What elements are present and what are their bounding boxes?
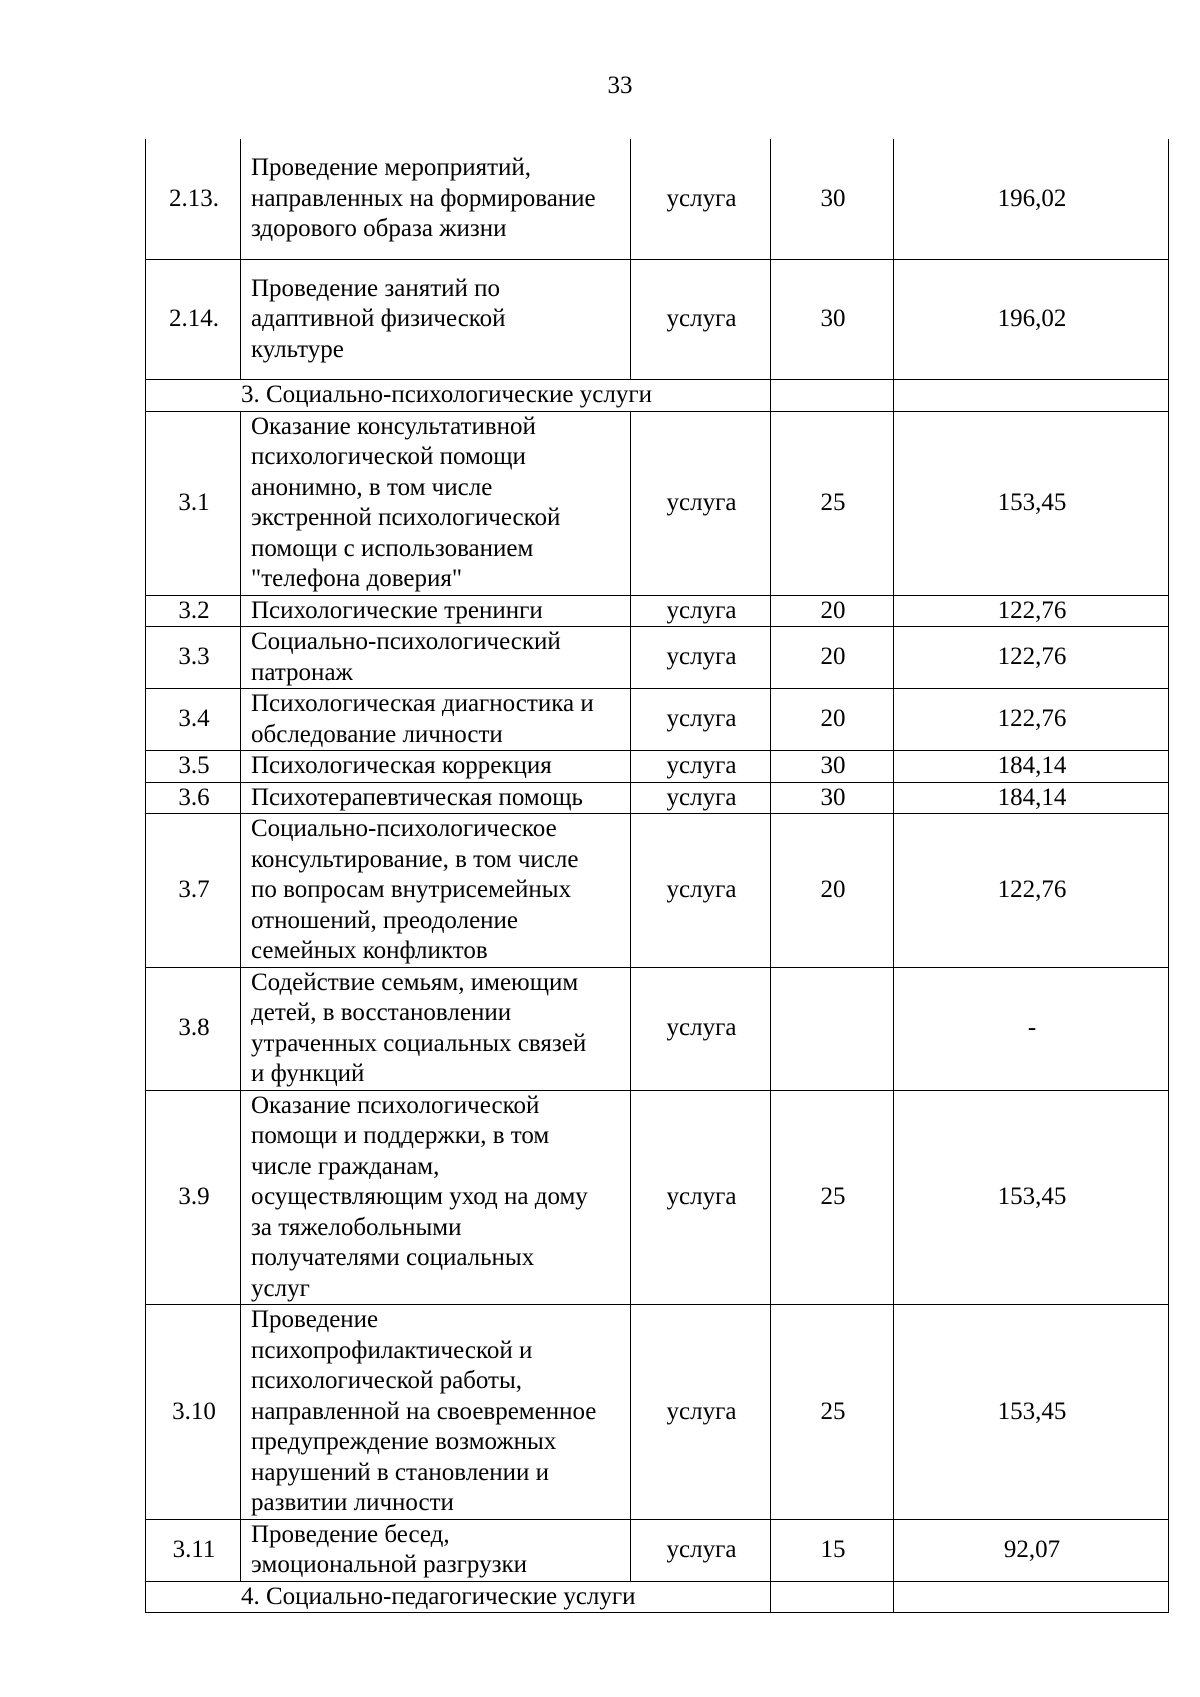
row-number: 3.6 — [146, 782, 241, 814]
service-name-line: за тяжелобольными — [251, 1213, 462, 1241]
service-name-line: нарушений в становлении и — [251, 1458, 550, 1486]
table-row — [146, 751, 1169, 783]
service-price: 153,45 — [894, 1090, 1169, 1305]
table-row — [146, 814, 1169, 968]
section-price-cell — [894, 380, 1169, 412]
service-name — [241, 967, 631, 1090]
row-number: 3.9 — [146, 1090, 241, 1305]
service-name-line: Содействие семьям, имеющим — [251, 968, 579, 996]
table-row — [146, 411, 1169, 595]
service-unit: услуга — [631, 1519, 771, 1581]
service-price: 122,76 — [894, 627, 1169, 689]
service-time: 25 — [771, 1090, 894, 1305]
service-name-line: и функций — [251, 1060, 365, 1087]
table-row — [146, 259, 1169, 380]
service-name-line: помощи и поддержки, в том — [251, 1122, 550, 1149]
service-name-line: Оказание психологической — [251, 1091, 540, 1119]
service-time: 25 — [771, 1305, 894, 1520]
service-unit: услуга — [631, 751, 771, 783]
service-name-line: развитии личности — [251, 1489, 454, 1516]
section-time-cell — [771, 380, 894, 412]
row-number: 2.14. — [146, 259, 241, 380]
table-row — [146, 1090, 1169, 1305]
service-name-line: утраченных социальных связей — [251, 1029, 587, 1057]
services-table-body — [146, 139, 1169, 1613]
row-number: 3.1 — [146, 411, 241, 595]
service-name-line: семейных конфликтов — [251, 937, 488, 964]
service-unit: услуга — [631, 139, 771, 259]
table-row — [146, 1305, 1169, 1520]
service-name — [241, 259, 631, 380]
service-time: 20 — [771, 689, 894, 751]
service-name-line: направленных на формирование — [251, 184, 596, 212]
row-number: 3.3 — [146, 627, 241, 689]
service-name-line: экстренной психологической — [251, 504, 561, 531]
service-name-line: Психологические тренинги — [251, 596, 543, 624]
service-name — [241, 1305, 631, 1520]
service-time: 25 — [771, 411, 894, 595]
service-name-line: предупреждение возможных — [251, 1428, 557, 1455]
table-row — [146, 139, 1169, 259]
service-name-line: "телефона доверия" — [251, 565, 463, 592]
row-number: 3.4 — [146, 689, 241, 751]
service-name-line: числе гражданам, — [251, 1152, 440, 1180]
service-name-line: помощи с использованием — [251, 534, 534, 562]
section-header-row — [146, 380, 1169, 412]
service-name-line: Психологическая коррекция — [251, 752, 552, 779]
service-name-line: Социально-психологическое — [251, 815, 557, 842]
service-unit: услуга — [631, 627, 771, 689]
service-price: 122,76 — [894, 814, 1169, 968]
service-unit: услуга — [631, 967, 771, 1090]
service-name-line: Оказание консультативной — [251, 412, 536, 440]
service-time: 20 — [771, 595, 894, 627]
service-name-line: Проведение занятий по — [251, 274, 501, 302]
service-unit: услуга — [631, 259, 771, 380]
service-name-line: детей, в восстановлении — [251, 999, 512, 1026]
service-name-line: услуг — [251, 1274, 310, 1302]
service-name-line: Психотерапевтическая помощь — [251, 783, 583, 811]
service-unit: услуга — [631, 595, 771, 627]
service-name-line: Проведение мероприятий, — [251, 154, 532, 181]
service-name-line: эмоциональной разгрузки — [251, 1551, 527, 1578]
service-time — [771, 967, 894, 1090]
service-time: 30 — [771, 139, 894, 259]
service-price: 153,45 — [894, 411, 1169, 595]
service-name-line: консультирование, в том числе — [251, 845, 579, 873]
service-name-line: анонимно, в том числе — [251, 473, 493, 501]
table-row — [146, 689, 1169, 751]
service-price: 196,02 — [894, 139, 1169, 259]
service-unit: услуга — [631, 814, 771, 968]
row-number: 2.13. — [146, 139, 241, 259]
service-time: 30 — [771, 782, 894, 814]
service-name — [241, 627, 631, 689]
service-price: 153,45 — [894, 1305, 1169, 1520]
service-price: 122,76 — [894, 595, 1169, 627]
service-time: 30 — [771, 259, 894, 380]
row-number: 3.5 — [146, 751, 241, 783]
service-name-line: направленной на своевременное — [251, 1397, 597, 1425]
service-unit: услуга — [631, 689, 771, 751]
service-name — [241, 814, 631, 968]
section-price-cell — [894, 1581, 1169, 1613]
service-unit: услуга — [631, 782, 771, 814]
service-name-line: получателями социальных — [251, 1244, 535, 1271]
service-name-line: психопрофилактической и — [251, 1336, 533, 1364]
service-name-line: Проведение бесед, — [251, 1520, 450, 1548]
table-row — [146, 627, 1169, 689]
section-title: 3. Социально-психологические услуги — [146, 380, 771, 412]
service-name — [241, 751, 631, 783]
service-name-line: патронаж — [251, 658, 353, 686]
table-row — [146, 1519, 1169, 1581]
service-name — [241, 1090, 631, 1305]
service-name — [241, 139, 631, 259]
service-time: 20 — [771, 627, 894, 689]
service-name-line: обследование личности — [251, 720, 503, 748]
row-number: 3.8 — [146, 967, 241, 1090]
table-row — [146, 595, 1169, 627]
service-price: 196,02 — [894, 259, 1169, 380]
service-name — [241, 411, 631, 595]
service-name-line: здорового образа жизни — [251, 215, 507, 242]
service-name-line: по вопросам внутрисемейных — [251, 876, 572, 903]
service-name — [241, 782, 631, 814]
service-price: 184,14 — [894, 782, 1169, 814]
service-unit: услуга — [631, 1305, 771, 1520]
service-unit: услуга — [631, 1090, 771, 1305]
table-row — [146, 782, 1169, 814]
service-price: 122,76 — [894, 689, 1169, 751]
row-number: 3.7 — [146, 814, 241, 968]
section-title: 4. Социально-педагогические услуги — [146, 1581, 771, 1613]
service-unit: услуга — [631, 411, 771, 595]
table-row — [146, 967, 1169, 1090]
service-name-line: Социально-психологический — [251, 628, 561, 655]
services-table — [145, 139, 1169, 1613]
service-time: 20 — [771, 814, 894, 968]
section-header-row — [146, 1581, 1169, 1613]
service-name — [241, 595, 631, 627]
page-number: 33 — [607, 72, 633, 99]
service-name-line: психологической работы, — [251, 1367, 523, 1394]
service-name-line: культуре — [251, 335, 344, 363]
service-name-line: отношений, преодоление — [251, 906, 519, 934]
service-price: 92,07 — [894, 1519, 1169, 1581]
service-time: 30 — [771, 751, 894, 783]
section-time-cell — [771, 1581, 894, 1613]
row-number: 3.11 — [146, 1519, 241, 1581]
service-name-line: психологической помощи — [251, 443, 526, 470]
service-name — [241, 689, 631, 751]
service-name-line: осуществляющим уход на дому — [251, 1183, 588, 1210]
service-name — [241, 1519, 631, 1581]
service-name-line: адаптивной физической — [251, 305, 506, 332]
service-price: 184,14 — [894, 751, 1169, 783]
service-name-line: Психологическая диагностика и — [251, 690, 594, 717]
service-time: 15 — [771, 1519, 894, 1581]
service-price: - — [894, 967, 1169, 1090]
service-name-line: Проведение — [251, 1306, 379, 1333]
row-number: 3.10 — [146, 1305, 241, 1520]
row-number: 3.2 — [146, 595, 241, 627]
